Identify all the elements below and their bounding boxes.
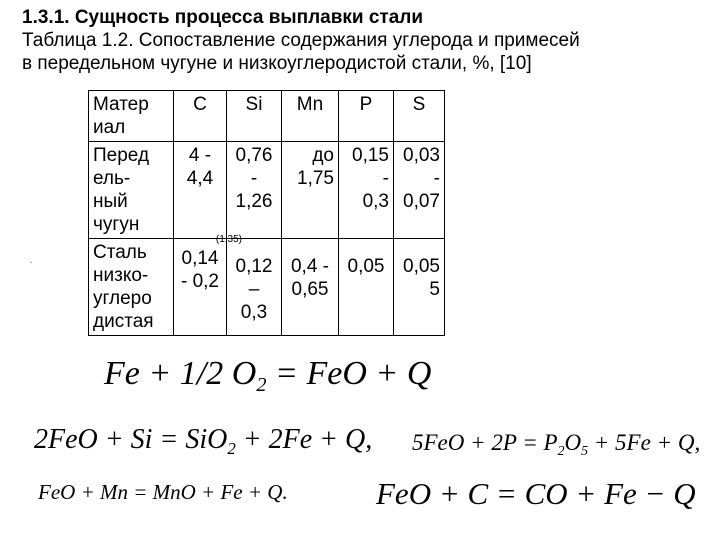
equation-manganese: FeO + Mn = MnO + Fe + Q. [38,480,288,504]
equation-fe-oxidation: Fe + 1/2 $O_2$ = FeO + Q [104,355,432,397]
cell-s: 0,03 - 0,07 [394,142,445,239]
caption-line-2: в передельном чугуне и низкоуглеродистой стали, %, [10] [22,53,532,74]
equation-silicon: 2FeO + Si = SiO$_2$ + 2Fe + Q, [34,424,373,458]
row-label-low-carbon-steel: Сталь низко- углеро дистая [89,239,174,336]
header-si: Si [227,91,282,142]
table-row [89,142,445,239]
equation-carbon: FeO + C = CO + Fe − Q [376,476,696,511]
cell-p: 0,15 - 0,3 [339,142,394,239]
caption-line-1: Таблица 1.2. Сопоставление содержания углерода и примесей [22,30,580,51]
header-mn: Mn [282,91,339,142]
header [22,6,712,75]
cell-si: 0,76 - 1,26 [227,142,282,239]
header-p: P [339,91,394,142]
bullet-mark: . [30,256,33,265]
cell-c: (1,35) 0,14 - 0,2 [174,239,227,336]
cell-s: 0,05 5 [394,239,445,336]
equation-phosphorus: $5FeO + 2P = P_2O_5 + 5Fe + Q$, [412,430,701,458]
table-header-row [89,91,445,142]
cell-mn: до 1,75 [282,142,339,239]
header-c: C [174,91,227,142]
table-caption [22,29,712,75]
row-label-pig-iron: Перед ель- ный чугун [89,142,174,239]
cell-c: 4 - 4,4 [174,142,227,239]
header-material: Матер иал [89,91,174,142]
table-row [89,239,445,336]
composition-table [88,90,445,336]
cell-mn: 0,4 - 0,65 [282,239,339,336]
header-s: S [394,91,445,142]
cell-p: 0,05 [339,239,394,336]
cell-si: 0,12 – 0,3 [227,239,282,336]
section-heading: 1.3.1. Сущность процесса выплавки стали [22,7,424,28]
footnote-value: (1,35) [215,234,242,245]
